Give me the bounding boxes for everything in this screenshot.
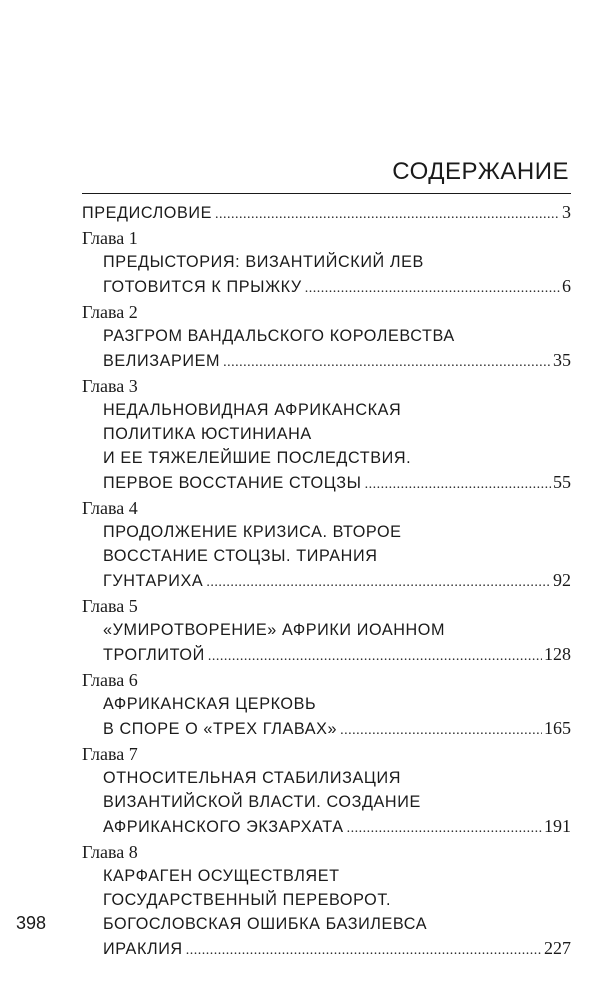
toc-title: СОДЕРЖАНИЕ [392,158,569,185]
dot-leader [305,277,560,301]
chapter-title-line: ПОЛИТИКА ЮСТИНИАНА [103,425,312,443]
dot-leader [223,351,551,375]
chapter-label: Глава 5 [82,596,138,616]
dot-leader [365,473,551,497]
dot-leader [206,571,551,595]
chapter-title-line [82,814,571,838]
chapter-title-text: ТРОГЛИТОЙ [103,646,205,664]
chapter-page-number: 92 [553,570,571,590]
title-rule [82,193,571,194]
chapter-title-line: НЕДАЛЬНОВИДНАЯ АФРИКАНСКАЯ [103,401,402,419]
chapter-label: Глава 6 [82,670,138,690]
chapter-page-number: 55 [553,472,571,492]
chapter-title-line [82,642,571,666]
chapter-title-text: В СПОРЕ О «ТРЕХ ГЛАВАХ» [103,720,338,738]
toc-entry-chapter-8 [82,840,571,960]
chapter-title-line [82,348,571,372]
toc-line [82,200,571,224]
table-of-contents [82,200,571,962]
chapter-title-line: РАЗГРОМ ВАНДАЛЬСКОГО КОРОЛЕВСТВА [103,327,455,345]
dot-leader [347,817,542,841]
page-number: 398 [16,913,47,933]
chapter-title-text: ВЕЛИЗАРИЕМ [103,352,221,370]
chapter-page-number: 6 [562,276,571,296]
chapter-title-text: ГОТОВИТСЯ К ПРЫЖКУ [103,278,302,296]
toc-entry-chapter-6 [82,668,571,740]
dot-leader [208,645,542,669]
toc-entry-chapter-5 [82,594,571,666]
dot-leader [340,719,542,743]
chapter-title-text: ИРАКЛИЯ [103,940,183,958]
chapter-page-number: 35 [553,350,571,370]
chapter-page-number: 165 [544,718,571,738]
chapter-title-line [82,716,571,740]
dot-leader [186,939,542,963]
chapter-title-line: ПРОДОЛЖЕНИЕ КРИЗИСА. ВТОРОЕ [103,523,402,541]
chapter-title-line [82,568,571,592]
preface-title: ПРЕДИСЛОВИЕ [82,204,213,222]
chapter-title-text: АФРИКАНСКОГО ЭКЗАРХАТА [103,818,344,836]
toc-entry-chapter-1 [82,226,571,298]
chapter-label: Глава 2 [82,302,138,322]
toc-entry-chapter-7 [82,742,571,838]
chapter-label: Глава 8 [82,842,138,862]
chapter-title-line: БОГОСЛОВСКАЯ ОШИБКА БАЗИЛЕВСА [103,915,428,933]
chapter-title-line: ПРЕДЫСТОРИЯ: ВИЗАНТИЙСКИЙ ЛЕВ [103,253,424,271]
chapter-title-line [82,936,571,960]
preface-page-number: 3 [562,202,571,222]
chapter-page-number: 191 [544,816,571,836]
toc-entry-chapter-2 [82,300,571,372]
chapter-title-line: ГОСУДАРСТВЕННЫЙ ПЕРЕВОРОТ. [103,891,392,909]
chapter-title-line [82,470,571,494]
chapter-title-line: АФРИКАНСКАЯ ЦЕРКОВЬ [103,695,317,713]
chapter-title-line [82,274,571,298]
chapter-title-line: «УМИРОТВОРЕНИЕ» АФРИКИ ИОАННОМ [103,621,446,639]
chapter-title-line: ОТНОСИТЕЛЬНАЯ СТАБИЛИЗАЦИЯ [103,769,401,787]
chapter-label: Глава 4 [82,498,138,518]
chapter-title-line: ВИЗАНТИЙСКОЙ ВЛАСТИ. СОЗДАНИЕ [103,793,421,811]
chapter-list [82,226,571,960]
chapter-title-line: ВОССТАНИЕ СТОЦЗЫ. ТИРАНИЯ [103,547,378,565]
chapter-label: Глава 1 [82,228,138,248]
chapter-label: Глава 7 [82,744,138,764]
toc-entry-chapter-4 [82,496,571,592]
chapter-page-number: 227 [544,938,571,958]
chapter-label: Глава 3 [82,376,138,396]
chapter-title-text: ГУНТАРИХА [103,572,204,590]
chapter-page-number: 128 [544,644,571,664]
chapter-title-line: КАРФАГЕН ОСУЩЕСТВЛЯЕТ [103,867,340,885]
chapter-title-line: И ЕЕ ТЯЖЕЛЕЙШИЕ ПОСЛЕДСТВИЯ. [103,449,412,467]
toc-entry-preface [82,200,571,224]
chapter-title-text: ПЕРВОЕ ВОССТАНИЕ СТОЦЗЫ [103,474,362,492]
dot-leader [215,203,560,227]
toc-entry-chapter-3 [82,374,571,494]
